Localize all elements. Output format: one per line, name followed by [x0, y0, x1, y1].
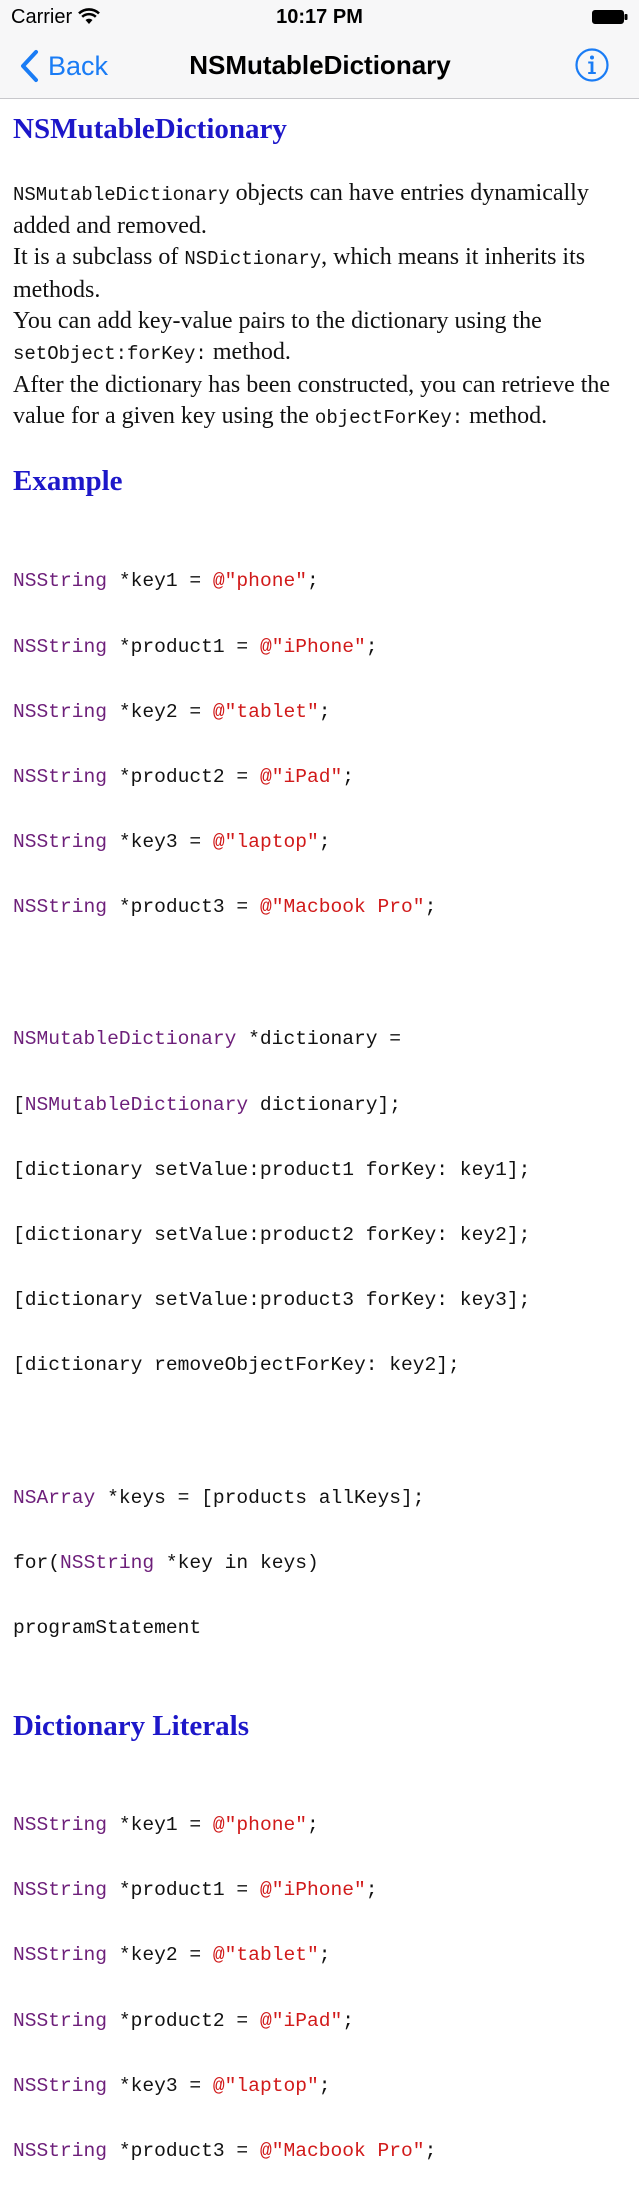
code-text: *key3 = [107, 2074, 213, 2097]
code-string: @"iPhone" [259, 1879, 366, 1902]
code-text: *key1 = [107, 570, 213, 593]
code-string: @"iPad" [259, 2009, 343, 2032]
code-line [13, 2011, 623, 2033]
code-text: ; [342, 2009, 355, 2032]
intro-sentence: After the dictionary has been constructed, you can retrieve the value for a given key using the [13, 372, 611, 429]
code-string: @"laptop" [212, 2074, 319, 2097]
code-string: @"tablet" [212, 1944, 319, 1967]
carrier-label: Carrier [11, 6, 73, 28]
code-type: NSString [13, 895, 108, 918]
code-line [13, 637, 623, 659]
code-text: *product2 = [107, 2009, 260, 2032]
code-line [13, 1095, 623, 1117]
code-text: ; [342, 765, 355, 788]
chevron-left-icon [18, 49, 40, 83]
navigation-bar [0, 34, 639, 99]
code-type: NSString [13, 635, 108, 658]
code-string: @"Macbook Pro" [259, 895, 425, 918]
code-text: *key2 = [107, 700, 213, 723]
status-bar [0, 0, 639, 34]
inline-code: setObject:forKey: [13, 343, 207, 365]
intro-sentence: objects can have entries dynamically added and removed. [13, 180, 589, 239]
inline-code: objectForKey: [314, 407, 464, 429]
code-line [13, 897, 623, 919]
intro-sentence: , which means it inherits its methods. [13, 244, 586, 303]
code-text: ; [318, 700, 331, 723]
code-line: [dictionary setValue:product2 forKey: key2]; [13, 1223, 531, 1246]
code-text: *product3 = [107, 2139, 260, 2162]
code-text: ; [318, 1944, 331, 1967]
intro-paragraph [13, 242, 623, 306]
intro-text [13, 178, 623, 434]
intro-paragraph [13, 178, 623, 242]
code-line [13, 1488, 623, 1510]
code-text: *key2 = [107, 1944, 213, 1967]
code-text: ; [365, 1879, 378, 1902]
code-text: for( [13, 1551, 61, 1574]
info-icon[interactable] [575, 48, 609, 82]
intro-sentence: It is a subclass of [13, 244, 185, 270]
code-text: *keys = [products allKeys]; [95, 1486, 425, 1509]
code-type: NSMutableDictionary [24, 1093, 249, 1116]
inline-code: NSMutableDictionary [13, 184, 230, 206]
code-line [13, 1029, 623, 1051]
code-string: @"Macbook Pro" [259, 2139, 425, 2162]
code-line [13, 1880, 623, 1902]
code-text: dictionary]; [248, 1093, 402, 1116]
code-type: NSArray [13, 1486, 96, 1509]
status-time: 10:17 PM [276, 6, 363, 28]
code-text: ; [306, 1814, 319, 1837]
code-text: *product1 = [107, 635, 260, 658]
code-text: [ [13, 1093, 25, 1116]
code-text: *dictionary = [236, 1028, 402, 1051]
code-line [13, 1815, 623, 1837]
code-line: [dictionary setValue:product1 forKey: key1]; [13, 1158, 531, 1181]
code-block-dictionary [13, 986, 623, 1420]
code-text: ; [424, 895, 437, 918]
code-type: NSString [13, 2074, 108, 2097]
code-line [13, 767, 623, 789]
code-line: programStatement [13, 1616, 202, 1639]
back-button[interactable] [18, 48, 108, 84]
code-string: @"phone" [212, 570, 307, 593]
intro-sentence: method. [206, 339, 291, 365]
code-block-declarations [13, 528, 623, 962]
code-text: *product2 = [107, 765, 260, 788]
battery-icon [592, 10, 628, 24]
code-type: NSString [13, 700, 108, 723]
code-line: [dictionary removeObjectForKey: key2]; [13, 1354, 460, 1377]
inline-code: NSDictionary [184, 248, 322, 270]
code-type: NSString [13, 570, 108, 593]
code-block-keys [13, 1444, 623, 1683]
code-text: *key1 = [107, 1814, 213, 1837]
article-heading: NSMutableDictionary [13, 113, 287, 145]
code-line [13, 2141, 623, 2163]
code-type: NSString [13, 830, 108, 853]
intro-paragraph [13, 370, 623, 434]
code-line [13, 2076, 623, 2098]
code-text: *product1 = [107, 1879, 260, 1902]
code-text: *key3 = [107, 830, 213, 853]
example-heading: Example [13, 465, 123, 497]
code-type: NSString [60, 1551, 155, 1574]
code-type: NSString [13, 1944, 108, 1967]
intro-sentence: method. [463, 403, 548, 429]
code-line [13, 571, 623, 593]
code-text: ; [424, 2139, 437, 2162]
nav-title: NSMutableDictionary [189, 50, 451, 80]
code-string: @"iPhone" [259, 635, 366, 658]
article-content [13, 99, 623, 2206]
code-line [13, 1553, 623, 1575]
code-text: *product3 = [107, 895, 260, 918]
code-type: NSString [13, 2139, 108, 2162]
code-type: NSString [13, 1814, 108, 1837]
code-line [13, 702, 623, 724]
code-block-literals [13, 1772, 623, 2206]
code-text: ; [365, 635, 378, 658]
code-text: ; [318, 2074, 331, 2097]
code-text: ; [306, 570, 319, 593]
code-string: @"tablet" [212, 700, 319, 723]
code-line [13, 832, 623, 854]
code-string: @"phone" [212, 1814, 307, 1837]
back-button-label: Back [48, 50, 109, 81]
code-string: @"laptop" [212, 830, 319, 853]
intro-paragraph [13, 306, 623, 370]
code-string: @"iPad" [259, 765, 343, 788]
code-line: [dictionary setValue:product3 forKey: key3]; [13, 1288, 531, 1311]
code-type: NSString [13, 1879, 108, 1902]
code-type: NSString [13, 2009, 108, 2032]
literals-heading: Dictionary Literals [13, 1709, 249, 1742]
code-text: *key in keys) [154, 1551, 319, 1574]
code-type: NSString [13, 765, 108, 788]
intro-sentence: You can add key-value pairs to the dictionary using the [13, 308, 542, 334]
code-line [13, 1945, 623, 1967]
code-type: NSMutableDictionary [13, 1028, 237, 1051]
code-text: ; [318, 830, 331, 853]
